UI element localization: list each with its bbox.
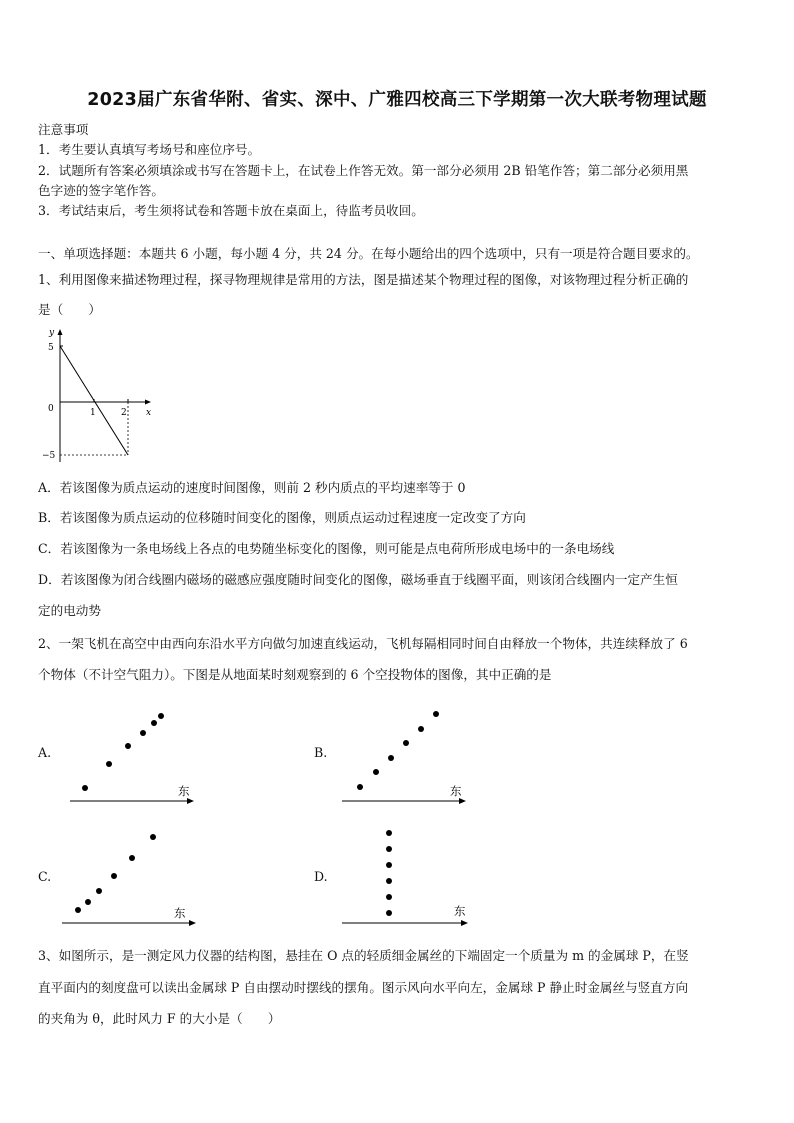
q1-y-label: y — [49, 328, 55, 338]
q2-c-dot — [111, 873, 117, 879]
notice-heading: 注意事项 — [38, 122, 89, 137]
q2-b-dot — [403, 740, 409, 746]
q2-a-dot — [158, 713, 164, 719]
q1-option-d: D．若该图像为闭合线圈内磁场的磁感应强度随时间变化的图像，磁场垂直于线圈平面，则该闭合线圈内一定产生恒 — [38, 572, 678, 587]
q3-line-2: 直平面内的刻度盘可以读出金属球 P 自由摆动时摆线的摆角。图示风向水平向左，金属球 P 静止时金属丝与竖直方向 — [38, 980, 689, 995]
q1-x-tick-2: 2 — [121, 408, 127, 418]
q2-a-dot — [82, 785, 88, 791]
q1-y-axis-arrow — [58, 329, 63, 335]
exam-title: 2023届广东省华附、省实、深中、广雅四校高三下学期第一次大联考物理试题 — [87, 90, 707, 110]
q1-y-tick-neg5: −5 — [42, 451, 56, 461]
q2-d-dot — [386, 878, 392, 884]
q1-option-d-cont: 定的电动势 — [38, 603, 101, 618]
notice-item-2-cont: 色字迹的签字笔作答。 — [38, 183, 164, 198]
q3-line-1: 3、如图所示，是一测定风力仪器的结构图，悬挂在 O 点的轻质细金属丝的下端固定一个质量为 m 的金属球 P，在竖 — [38, 948, 689, 963]
q2-b-dot — [433, 711, 439, 717]
q2-d-east-label: 东 — [454, 904, 466, 918]
q1-graph — [40, 326, 170, 466]
q1-x-tick-1: 1 — [90, 408, 96, 418]
q1-origin-label: 0 — [48, 404, 54, 414]
q2-label-b: B. — [314, 745, 328, 760]
q2-c-dot — [75, 907, 81, 913]
q2-a-dot — [140, 730, 146, 736]
notice-item-2: 2．试题所有答案必须填涂或书写在答题卡上，在试卷上作答无效。第一部分必须用 2B 铅笔作答；第二部分必须用黑 — [38, 163, 689, 178]
q2-a-dot — [125, 743, 131, 749]
q2-label-c: C. — [38, 869, 52, 884]
q2-figure-c — [60, 825, 200, 927]
section-heading: 一、单项选择题：本题共 6 小题，每小题 4 分，共 24 分。在每小题给出的四个选项中，只有一项是符合题目要求的。 — [38, 246, 699, 261]
q1-stem-line-1: 1、利用图像来描述物理过程，探寻物理规律是常用的方法，图是描述某个物理过程的图像，对该物理过程分析正确的 — [38, 272, 689, 287]
q2-a-dot — [151, 720, 157, 726]
q2-c-dot — [96, 888, 102, 894]
q2-label-d: D. — [314, 869, 328, 884]
q2-figure-d — [340, 825, 472, 927]
q1-x-label: x — [146, 408, 152, 418]
q2-a-dot — [106, 761, 112, 767]
q1-option-a: A．若该图像为质点运动的速度时间图像，则前 2 秒内质点的平均速率等于 0 — [38, 480, 466, 495]
q2-d-dot — [386, 910, 392, 916]
q2-b-dot — [388, 755, 394, 761]
q2-d-dot — [386, 846, 392, 852]
notice-item-1: 1．考生要认真填写考场号和座位序号。 — [38, 142, 261, 157]
q2-label-a: A. — [38, 745, 52, 760]
notice-item-3: 3．考试结束后，考生须将试卷和答题卡放在桌面上，待监考员收回。 — [38, 203, 424, 218]
q1-x-axis-arrow — [145, 400, 151, 405]
q2-c-dot — [150, 834, 156, 840]
q2-d-dot — [386, 894, 392, 900]
q2-b-dot — [357, 784, 363, 790]
q2-b-east-label: 东 — [450, 784, 462, 798]
q2-stem-line-2: 个物体（不计空气阻力）。下图是从地面某时刻观察到的 6 个空投物体的图像，其中正确的是 — [38, 667, 552, 682]
q2-c-dot — [129, 855, 135, 861]
q3-line-3: 的夹角为 θ，此时风力 F 的大小是（ ） — [38, 1011, 281, 1026]
q2-c-east-label: 东 — [174, 906, 186, 920]
q2-b-dot — [418, 726, 424, 732]
q1-stem-line-2: 是（ ） — [38, 302, 101, 317]
q2-b-dot — [373, 769, 379, 775]
q2-d-dot — [386, 830, 392, 836]
q2-figure-b — [340, 705, 470, 805]
q2-c-dot — [85, 899, 91, 905]
q1-option-b: B．若该图像为质点运动的位移随时间变化的图像，则质点运动过程速度一定改变了方向 — [38, 510, 526, 525]
q2-stem-line-1: 2、一架飞机在高空中由西向东沿水平方向做匀加速直线运动，飞机每隔相同时间自由释放一个物体，共连续释放了 6 — [38, 636, 688, 651]
q2-figure-a — [68, 705, 198, 805]
q2-a-east-label: 东 — [178, 784, 190, 798]
q1-option-c: C．若该图像为一条电场线上各点的电势随坐标变化的图像，则可能是点电荷所形成电场中的一条电场线 — [38, 541, 615, 556]
q1-y-tick-5: 5 — [48, 343, 54, 353]
q2-d-dot — [386, 862, 392, 868]
